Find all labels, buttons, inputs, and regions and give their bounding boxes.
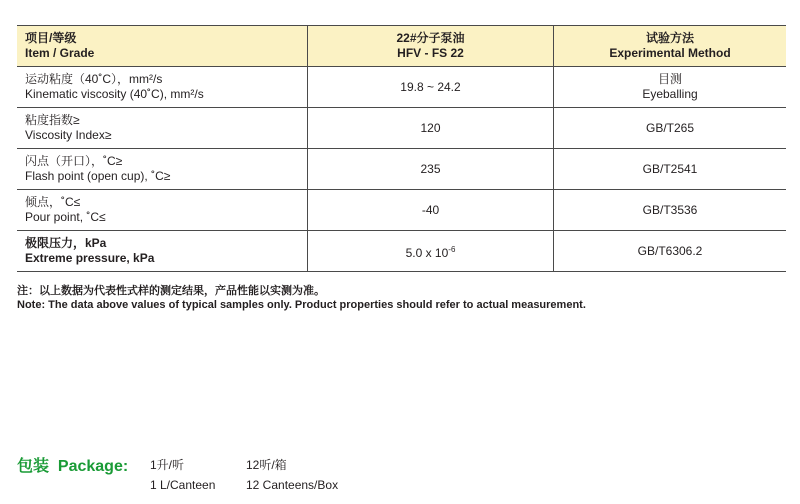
row-method bbox=[554, 67, 787, 108]
package-title-zh: 包装 bbox=[17, 458, 50, 475]
package-option-1-en: 1 L/Canteen bbox=[150, 478, 216, 492]
row-method: GB/T2541 bbox=[554, 149, 787, 190]
row-item-zh: 闪点（开口），˚C≥ bbox=[25, 154, 123, 168]
package-option-1 bbox=[150, 455, 215, 495]
row-method: GB/T6306.2 bbox=[554, 231, 787, 272]
header-grade-zh: 22#分子泵油 bbox=[396, 31, 465, 45]
row-item-zh: 倾点，˚C≤ bbox=[25, 195, 81, 209]
row-method: GB/T265 bbox=[554, 108, 787, 149]
package-option-1-zh: 1升/听 bbox=[150, 458, 185, 472]
row-item-en: Kinematic viscosity (40˚C), mm²/s bbox=[25, 87, 204, 101]
package-option-2-en: 12 Canteens/Box bbox=[246, 478, 339, 492]
row-item-en: Pour point, ˚C≤ bbox=[25, 210, 106, 224]
row-value: 120 bbox=[308, 108, 554, 149]
package-option-2 bbox=[246, 455, 338, 495]
row-value-base: 5.0 x 10 bbox=[405, 245, 449, 260]
row-value bbox=[308, 231, 554, 272]
row-value: -40 bbox=[308, 190, 554, 231]
footnote-en: Note: The data above values of typical samples only. Product properties should refer to actual measurement. bbox=[17, 299, 586, 311]
header-method bbox=[554, 26, 787, 67]
package-option-2-zh: 12听/箱 bbox=[246, 458, 287, 472]
row-item-en: Extreme pressure, kPa bbox=[25, 251, 155, 265]
header-item-zh: 项目/等级 bbox=[25, 31, 77, 45]
table-row bbox=[17, 231, 786, 272]
row-value: 235 bbox=[308, 149, 554, 190]
row-item bbox=[17, 67, 308, 108]
header-method-zh: 试验方法 bbox=[645, 31, 694, 45]
table-row bbox=[17, 108, 786, 149]
row-item-en: Viscosity Index≥ bbox=[25, 128, 112, 142]
table-header-row bbox=[17, 26, 786, 67]
spec-table bbox=[17, 25, 786, 272]
row-value: 19.8 ~ 24.2 bbox=[308, 67, 554, 108]
row-item bbox=[17, 108, 308, 149]
row-value-exponent: -6 bbox=[448, 244, 456, 254]
row-item-en: Flash point (open cup), ˚C≥ bbox=[25, 169, 171, 183]
row-item bbox=[17, 231, 308, 272]
header-grade-en: HFV - FS 22 bbox=[397, 46, 464, 60]
table-row bbox=[17, 190, 786, 231]
row-method: GB/T3536 bbox=[554, 190, 787, 231]
row-item-zh: 粘度指数≥ bbox=[25, 113, 80, 127]
package-title-en: Package: bbox=[57, 458, 129, 475]
row-method-zh: 目测 bbox=[657, 72, 682, 86]
header-method-en: Experimental Method bbox=[609, 46, 731, 60]
package-title bbox=[17, 453, 128, 476]
table-row bbox=[17, 149, 786, 190]
row-item bbox=[17, 190, 308, 231]
footnote bbox=[17, 284, 586, 312]
row-item-zh: 极限压力，kPa bbox=[25, 236, 107, 250]
table-row bbox=[17, 67, 786, 108]
header-item bbox=[17, 26, 308, 67]
header-grade bbox=[308, 26, 554, 67]
header-item-en: Item / Grade bbox=[25, 46, 95, 60]
row-item-zh: 运动粘度（40˚C），mm²/s bbox=[25, 72, 163, 86]
row-method-en: Eyeballing bbox=[642, 87, 698, 101]
footnote-zh: 注：以上数据为代表性式样的测定结果，产品性能以实测为准。 bbox=[17, 285, 325, 297]
row-item bbox=[17, 149, 308, 190]
